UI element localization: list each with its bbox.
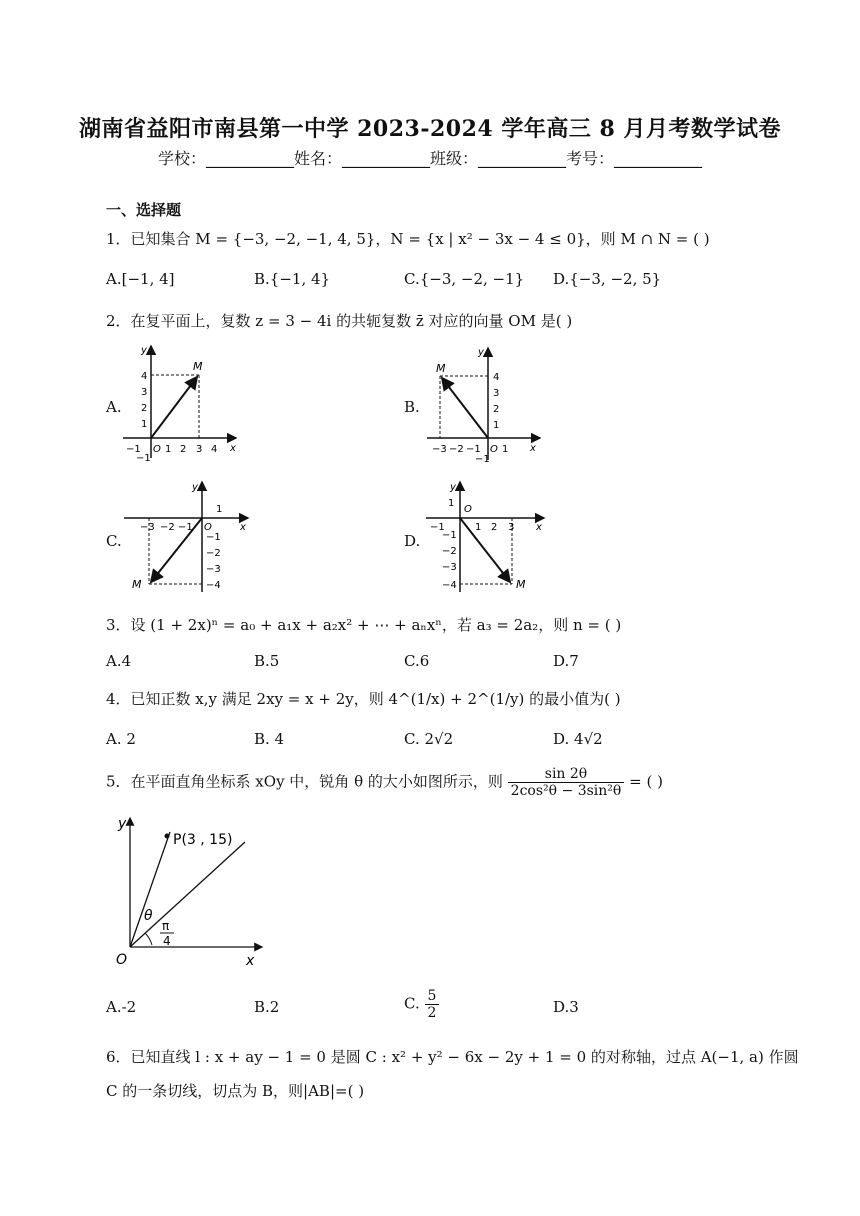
- figure-q5-angle: [100, 812, 270, 972]
- tick: −1: [442, 530, 457, 541]
- tick: 3: [196, 444, 203, 455]
- axis-x-label: x: [230, 443, 236, 454]
- question-1-stem: 1．已知集合 M = {−3, −2, −1, 4, 5}，N = {x | x² − 3x − 4 ≤ 0}，则 M ∩ N = ( ): [106, 230, 710, 248]
- tick: 1: [141, 419, 148, 430]
- q1-option-a: A.[−1, 4]: [106, 270, 175, 288]
- q5-fraction: [508, 766, 625, 799]
- figure-option-d: [424, 478, 549, 596]
- axis-y-label: y: [118, 816, 127, 832]
- point-m-label: M: [516, 578, 526, 591]
- student-info-line: 学校：___________姓名：___________班级：___________考号：___________: [157, 149, 702, 168]
- figure-option-a: [118, 340, 243, 465]
- tick: 1: [475, 522, 482, 533]
- point-m-label: M: [132, 578, 142, 591]
- axis-x-label: x: [536, 522, 542, 533]
- q5-stem-pre: 5．在平面直角坐标系 xOy 中，锐角 θ 的大小如图所示，则: [106, 772, 503, 791]
- axis-x-label: x: [240, 522, 246, 533]
- question-4-stem: [106, 688, 621, 709]
- q2-option-c: C.: [106, 532, 122, 550]
- tick: O: [204, 522, 212, 533]
- tick: −3: [206, 564, 221, 575]
- tick: −2: [442, 546, 457, 557]
- tick: −3: [442, 562, 457, 573]
- figure-option-b: [422, 342, 547, 467]
- tick: −1: [430, 522, 445, 533]
- tick: 1: [216, 504, 223, 515]
- origin-label: O: [116, 952, 128, 968]
- tick: O: [490, 444, 498, 455]
- tick: −1: [466, 444, 481, 455]
- tick: −1: [475, 454, 490, 465]
- tick: 2: [493, 404, 500, 415]
- tick: −4: [442, 580, 457, 591]
- question-6-stem-line2: C 的一条切线，切点为 B，则|AB|=( ): [106, 1082, 365, 1100]
- point-p-label: P(3 , 15): [173, 832, 233, 848]
- q5-fraction-numerator: sin 2θ: [508, 766, 625, 783]
- q5-stem-post: = ( ): [629, 772, 663, 791]
- tick: 2: [491, 522, 498, 533]
- q4-option-b: B. 4: [254, 730, 285, 748]
- axis-y-label: y: [141, 345, 147, 356]
- tick: −4: [206, 580, 221, 591]
- tick: 3: [141, 387, 148, 398]
- tick: −1: [126, 444, 141, 455]
- q5-option-c: [404, 988, 439, 1021]
- origin-label: O: [464, 504, 472, 515]
- q3-option-b: B.5: [254, 652, 280, 670]
- tick: 1: [165, 444, 172, 455]
- q4-option-c: C. 2√2: [404, 730, 454, 748]
- q5-option-c-numerator: 5: [425, 988, 440, 1005]
- tick: 1: [493, 420, 500, 431]
- point-m-label: M: [436, 362, 446, 375]
- exam-title: 湖南省益阳市南县第一中学 2023-2024 学年高三 8 月月考数学试卷: [78, 116, 782, 142]
- axis-x-label: x: [530, 443, 536, 454]
- q4-stem-pre: 4．已知正数 x,y 满足 2xy = x + 2y，则: [106, 690, 384, 708]
- q2-option-a: A.: [106, 398, 122, 416]
- question-2-stem: 2．在复平面上，复数 z = 3 − 4i 的共轭复数 z̄ 对应的向量 OM 是( ): [106, 312, 573, 330]
- theta-label: θ: [144, 908, 153, 924]
- tick: 3: [508, 522, 515, 533]
- tick: 2: [180, 444, 187, 455]
- question-3-stem: 3．设 (1 + 2x)ⁿ = a₀ + a₁x + a₂x² + ⋯ + aₙxⁿ，若 a₃ = 2a₂，则 n = ( ): [106, 616, 622, 634]
- tick: −3: [140, 522, 155, 533]
- q5-option-a: A.-2: [106, 998, 137, 1016]
- four-label: 4: [163, 934, 171, 948]
- q5-option-c-label: C.: [404, 994, 420, 1013]
- q4-option-d: D. 4√2: [553, 730, 603, 748]
- pi-label: π: [162, 919, 170, 933]
- q2-option-d: D.: [404, 532, 421, 550]
- q5-option-c-fraction: [425, 988, 440, 1021]
- tick: 1: [502, 444, 509, 455]
- figure-option-c: [122, 478, 252, 596]
- q1-option-c: C.{−3, −2, −1}: [404, 270, 525, 288]
- question-6-stem-line1: 6．已知直线 l : x + ay − 1 = 0 是圆 C : x² + y² − 6x − 2y + 1 = 0 的对称轴，过点 A(−1, a) 作圆: [106, 1048, 799, 1066]
- section-title: 一、选择题: [106, 201, 182, 219]
- tick: −1: [136, 453, 151, 464]
- q1-option-b: B.{−1, 4}: [254, 270, 331, 288]
- tick: 2: [141, 403, 148, 414]
- axis-x-label: x: [246, 953, 255, 969]
- q5-option-b: B.2: [254, 998, 280, 1016]
- tick: 4: [141, 371, 148, 382]
- tick: −2: [160, 522, 175, 533]
- tick: −2: [206, 548, 221, 559]
- q4-stem-post: 的最小值为( ): [529, 690, 621, 708]
- tick: −1: [206, 532, 221, 543]
- point-m-label: M: [193, 360, 203, 373]
- tick: −3: [432, 444, 447, 455]
- q1-option-d: D.{−3, −2, 5}: [553, 270, 662, 288]
- tick: 1: [448, 498, 455, 509]
- axis-y-label: y: [450, 482, 456, 493]
- q5-option-d: D.3: [553, 998, 579, 1016]
- tick: O: [153, 444, 161, 455]
- tick: −1: [178, 522, 193, 533]
- question-5-stem: [106, 766, 663, 799]
- tick: 3: [493, 388, 500, 399]
- axis-y-label: y: [192, 482, 198, 493]
- tick: −2: [449, 444, 464, 455]
- q3-option-a: A.4: [106, 652, 132, 670]
- q5-fraction-denominator: 2cos²θ − 3sin²θ: [510, 783, 622, 799]
- axis-y-label: y: [478, 347, 484, 358]
- q3-option-c: C.6: [404, 652, 430, 670]
- q2-option-b: B.: [404, 398, 420, 416]
- q3-option-d: D.7: [553, 652, 579, 670]
- q5-option-c-denominator: 2: [427, 1005, 437, 1021]
- tick: 4: [211, 444, 218, 455]
- q4-option-a: A. 2: [106, 730, 136, 748]
- tick: 4: [493, 372, 500, 383]
- q4-expression: 4^(1/x) + 2^(1/y): [388, 690, 525, 708]
